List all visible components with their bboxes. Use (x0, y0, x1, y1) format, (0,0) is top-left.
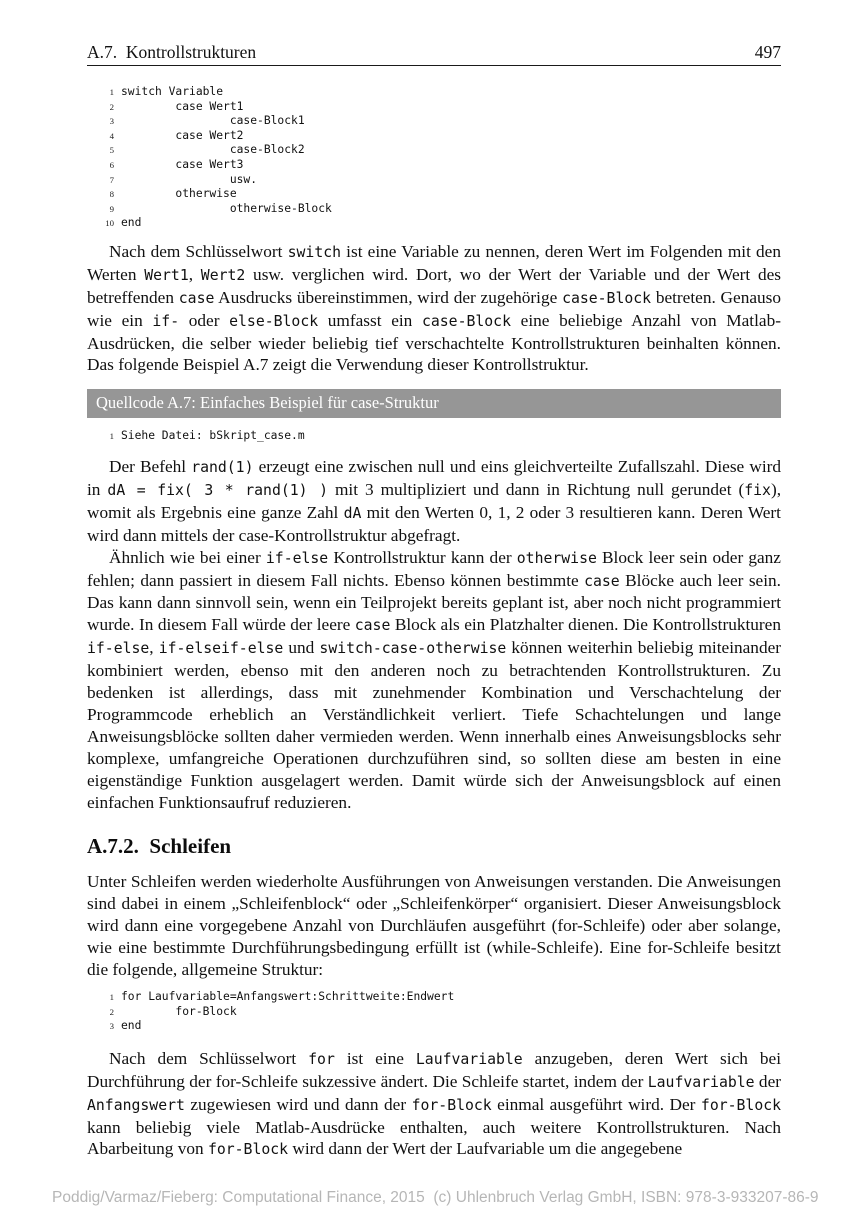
code-line (100, 1019, 781, 1034)
code-line-number: 9 (109, 203, 114, 214)
code-line-text: for-Block (121, 1004, 237, 1018)
body-text: der (754, 1071, 781, 1091)
code-line-number: 3 (109, 116, 114, 127)
body-text: ist eine (334, 1048, 416, 1068)
code-line-text: usw. (121, 172, 258, 186)
code-line-text: case Wert1 (121, 99, 244, 113)
paragraph-loops-intro (87, 871, 781, 981)
body-text: können weiterhin beliebig miteinander kombiniert werden, ebenso mit den anderen noch zu betrachtenden Kontrollstrukturen. Zu bedenken ist allerdings, dass mit zunehmender Kombination und Verschachtelung der Programmcode erheblich an Verständlichkeit verliert. Tiefe Schachtelungen und lange Anweisungsblöcke sollten daher vermieden werden. Wenn innerhalb eines Anweisungsblocks sehr komplexe, umfangreiche Operationen durchzuführen sind, so sollten diese am besten in eine eigenständige Funktion ausgelagert werden. Damit würde sich der Anweisungsblock auf einen einfachen Funktionsaufruf reduzieren. (87, 638, 782, 812)
body-text: mit den Werten 0, 1, 2 oder 3 resultieren kann. Deren Wert wird dann mittels der case-Kontrollstruktur abgefragt. (87, 502, 781, 545)
code-line (100, 187, 781, 202)
code-line (100, 202, 781, 217)
code-line (100, 173, 781, 188)
body-text: Ähnlich wie bei einer (109, 547, 266, 567)
code-line (100, 143, 781, 158)
code-line (100, 216, 781, 231)
code-line-number: 2 (109, 101, 114, 112)
body-text: eine beliebige Anzahl von Matlab-Ausdrücken, die selber wieder beliebig tief verschachtelte Kontrollstrukturen beinhalten können. Das folgende Beispiel A.7 zeigt die Verwendung dieser Kontrollstruktur. (87, 310, 781, 375)
inline-code: rand(1) (191, 458, 254, 476)
code-line-text: end (121, 216, 142, 230)
body-text: Nach dem Schlüsselwort (109, 1048, 309, 1068)
page-footer: Poddig/Varmaz/Fieberg: Computational Finance, 2015 (c) Uhlenbruch Verlag GmbH, ISBN: 978-3-933207-86-9 (52, 1189, 819, 1206)
inline-code: for-Block (207, 1141, 289, 1159)
inline-code: case (178, 289, 215, 307)
inline-code: for-Block (411, 1096, 492, 1114)
inline-code: otherwise (516, 549, 597, 567)
body-text: Der Befehl (109, 456, 192, 476)
code-line (100, 1005, 781, 1020)
code-line-text: case Wert3 (121, 157, 244, 171)
inline-code: switch-case-otherwise (319, 640, 507, 658)
inline-code: Laufvariable (415, 1050, 523, 1068)
code-line (100, 429, 781, 444)
inline-code: else-Block (229, 312, 319, 330)
inline-code: if-elseif-else (158, 640, 284, 658)
code-line-text: Siehe Datei: bSkript_case.m (121, 429, 305, 443)
running-section-title: A.7. Kontrollstrukturen (87, 42, 257, 62)
code-line-text: otherwise-Block (121, 201, 332, 215)
code-line-number: 4 (109, 130, 114, 141)
body-text: ist eine Variable zu nennen, deren Wert im Folgenden mit den Werten (87, 241, 781, 284)
code-line-text: end (121, 1019, 142, 1033)
code-line-number: 3 (109, 1021, 114, 1032)
paragraph-nesting-notes (87, 547, 781, 814)
code-line-number: 1 (109, 431, 114, 442)
body-text: umfasst ein (318, 310, 422, 330)
inline-code: for-Block (700, 1096, 782, 1114)
body-text: Nach dem Schlüsselwort (109, 241, 288, 261)
inline-code: for (308, 1050, 335, 1068)
body-text: betreten. Genauso wie ein (87, 287, 782, 330)
body-text: oder (179, 310, 230, 330)
body-text: mit 3 multipliziert und dann in Richtung null gerundet ( (328, 479, 745, 499)
inline-code: case (584, 572, 620, 590)
section-heading-schleifen: A.7.2. Schleifen (87, 834, 232, 859)
code-line-text: case Wert2 (121, 128, 244, 142)
inline-code: Laufvariable (647, 1073, 755, 1091)
inline-code: dA (343, 504, 362, 522)
code-line-number: 6 (109, 159, 114, 170)
code-line-text: case-Block1 (121, 114, 305, 128)
code-line-number: 8 (109, 189, 114, 200)
body-text: wird dann der Wert der Laufvariable um die angegebene (288, 1139, 683, 1159)
page-number: 497 (754, 42, 781, 62)
inline-code: case-Block (421, 312, 511, 330)
code-line (100, 85, 781, 100)
body-text: erzeugt eine zwischen null und eins gleichverteilte Zufallszahl. Diese wird in (87, 456, 782, 499)
inline-code: dA = fix( 3 * rand(1) ) (107, 481, 328, 499)
body-text: usw. verglichen wird. Dort, wo der Wert der Variable und der Wert des betreffenden (87, 264, 781, 307)
body-text: Blöcke auch leer sein. Das kann dann sinnvoll sein, wenn ein Teilprojekt bereits geplant ist, aber noch nicht programmiert wurde. In diesem Fall würde der leere (87, 570, 781, 635)
body-text: einmal ausgeführt wird. Der (491, 1094, 701, 1114)
code-line (100, 100, 781, 115)
code-line-number: 7 (109, 174, 114, 185)
inline-code: case (354, 617, 391, 635)
paragraph-rand-example (87, 456, 781, 547)
body-text: anzugeben, deren Wert sich bei Durchführung der for-Schleife sukzessive ändert. Die Schleife startet, indem der (87, 1048, 781, 1091)
code-line (100, 114, 781, 129)
body-text: Block als ein Platzhalter dienen. Die Kontrollstrukturen (390, 615, 781, 635)
inline-code: Anfangswert (87, 1096, 185, 1114)
code-line (100, 158, 781, 173)
code-line (100, 129, 781, 144)
code-listing-for (100, 990, 781, 1034)
inline-code: if- (152, 312, 180, 330)
inline-code: Wert2 (200, 266, 246, 284)
code-line-text: switch Variable (121, 85, 224, 98)
code-line-text: case-Block2 (121, 143, 305, 157)
inline-code: case-Block (562, 289, 652, 307)
body-text: kann beliebig viele Matlab-Ausdrücke enthalten, auch weitere Kontrollstrukturen. Nach Abarbeitung von (87, 1117, 781, 1159)
body-text: zugewiesen wird und dann der (184, 1094, 412, 1114)
body-text: ), womit als Ergebnis eine ganze Zahl (87, 479, 782, 522)
code-line (100, 990, 781, 1005)
code-listing-file-reference (100, 429, 781, 444)
code-line-number: 1 (109, 992, 114, 1002)
inline-code: fix (744, 481, 771, 499)
body-text: Block leer sein oder ganz fehlen; dann passiert in diesem Fall nichts. Ebenso können bestimmte (87, 547, 781, 590)
code-listing-switch (100, 85, 781, 231)
paragraph-for-explanation (87, 1048, 781, 1162)
inline-code: if-else (265, 549, 329, 567)
body-text: Ausdrucks übereinstimmen, wird der zugehörige (214, 287, 563, 307)
code-line-text: otherwise (121, 187, 237, 201)
body-text: Unter Schleifen werden wiederholte Ausführungen von Anweisungen verstanden. Die Anweisungen sind dabei in einem „Schleifenblock“ oder „Schleifenkörper“ organisiert. Dieser Anweisungsblock wird dann eine vorgegebene Anzahl von Durchläufen ausgeführt (for-Schleife) oder aber solange, wie eine bestimmte Durchführungsbedingung erfüllt ist (while-Schleife). Eine for-Schleife besitzt die folgende, allgemeine Struktur: (87, 872, 781, 980)
code-line-text: for Laufvariable=Anfangswert:Schrittweite:Endwert (121, 990, 455, 1003)
body-text: , (149, 638, 159, 658)
body-text: Kontrollstruktur kann der (328, 547, 517, 567)
page-header (87, 42, 781, 66)
code-line-number: 2 (109, 1006, 114, 1017)
listing-caption-banner: Quellcode A.7: Einfaches Beispiel für case-Struktur (87, 389, 781, 418)
body-text: und (283, 638, 320, 658)
inline-code: Wert1 (144, 266, 189, 284)
body-text: , (188, 264, 201, 284)
page-content (87, 0, 781, 1161)
code-line-number: 1 (109, 87, 114, 97)
code-line-number: 5 (109, 145, 114, 156)
paragraph-switch-explanation (87, 241, 781, 376)
inline-code: switch (287, 243, 342, 261)
code-line-number: 10 (105, 218, 114, 229)
inline-code: if-else (87, 640, 150, 658)
